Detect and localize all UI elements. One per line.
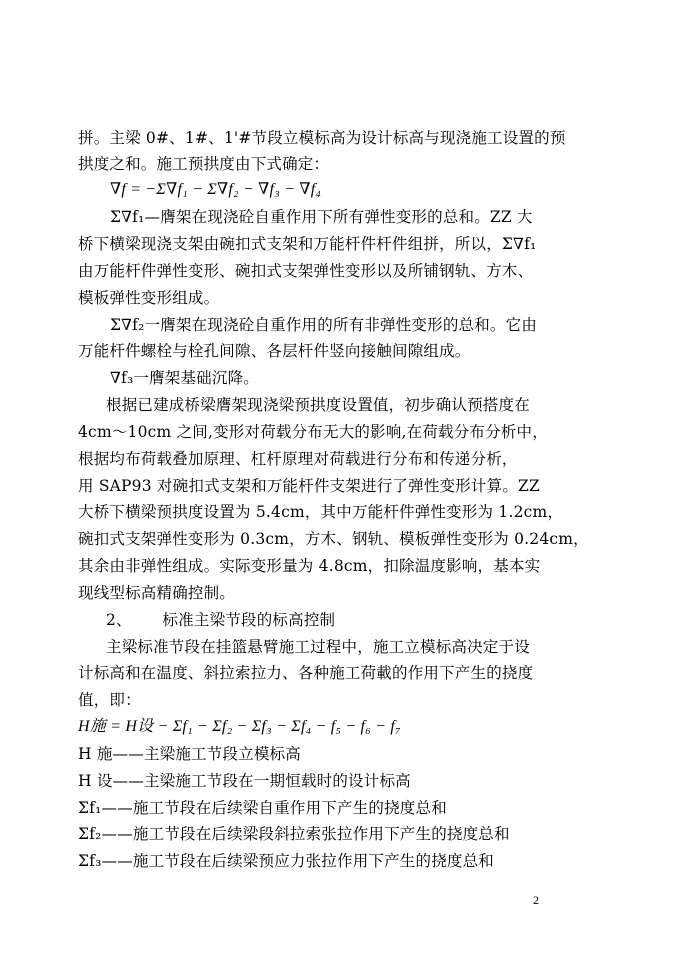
paragraph-line: 万能杆件螺栓与栓孔间隙、各层杆件竖向接触间隙组成。 — [78, 342, 471, 360]
paragraph-line: 拼。主梁 0#、1#、1'#节段立模标高为设计标高与现浇施工设置的预 — [78, 129, 566, 147]
paragraph-line: 碗扣式支架弹性变形为 0.3cm，方木、钢轨、模板弹性变形为 0.24cm， — [78, 530, 589, 548]
paragraph-line: 大桥下横梁预拱度设置为 5.4cm，其中万能杆件弹性变形为 1.2cm， — [78, 503, 564, 521]
paragraph-line: 其余由非弹性组成。实际变形量为 4.8cm，扣除温度影响，基本实 — [78, 557, 541, 575]
paragraph-line: Σ∇f₁—膺架在现浇砼自重作用下所有弹性变形的总和。ZZ 大 — [110, 208, 533, 226]
definition-line: Σf₁——施工节段在后续梁自重作用下产生的挠度总和 — [78, 799, 447, 817]
paragraph-line: 4cm～10cm 之间,变形对荷载分布无大的影响,在荷载分布分析中， — [78, 423, 548, 441]
page-number: 2 — [533, 893, 539, 907]
paragraph-line: 主梁标准节段在挂篮悬臂施工过程中，施工立模标高决定于设 — [106, 638, 530, 656]
paragraph-line: 用 SAP93 对碗扣式支架和万能杆件支架进行了弹性变形计算。ZZ — [78, 477, 540, 495]
definition-line: Σf₃——施工节段在后续梁预应力张拉作用下产生的挠度总和 — [78, 852, 495, 870]
paragraph-line: 根据均布荷载叠加原理、杠杆原理对荷载进行分布和传递分析， — [78, 450, 518, 468]
paragraph-line: 模板弹性变形组成。 — [78, 289, 220, 307]
section-heading: 2、 标准主梁节段的标高控制 — [106, 611, 336, 629]
paragraph-line: 根据已建成桥梁膺架现浇梁预拱度设置值，初步确认预搭度在 — [106, 396, 530, 414]
paragraph-line: 值，即： — [78, 691, 141, 709]
formula-line: ∇f = −Σ∇f₁ − Σ∇f₂ − ∇f₃ − ∇f₄ — [110, 181, 322, 198]
paragraph-line: 由万能杆件弹性变形、碗扣式支架弹性变形以及所铺钢轨、方木、 — [78, 262, 534, 280]
formula-line: H施 = H设 − Σf₁ − Σf₂ − Σf₃ − Σf₄ − f₅ − f₆ − f₇ — [78, 718, 401, 735]
definition-line: Σf₂——施工节段在后续梁段斜拉索张拉作用下产生的挠度总和 — [78, 825, 510, 843]
definition-line: H 施——主梁施工节段立模标高 — [78, 745, 301, 763]
paragraph-line: 计标高和在温度、斜拉索拉力、各种施工荷載的作用下产生的挠度 — [78, 664, 534, 682]
paragraph-line: Σ∇f₂一膺架在现浇砼自重作用的所有非弹性变形的总和。它由 — [110, 316, 538, 334]
paragraph-line: ∇f₃一膺架基础沉降。 — [110, 369, 259, 387]
paragraph-line: 桥下横梁现浇支架由碗扣式支架和万能杆件杆件组拼，所以，Σ∇f₁ — [78, 235, 537, 253]
paragraph-line: 现线型标高精确控制。 — [78, 584, 236, 602]
definition-line: H 设——主梁施工节段在一期恒载时的设计标高 — [78, 772, 411, 790]
paragraph-line: 拱度之和。施工预拱度由下式确定： — [78, 155, 330, 173]
